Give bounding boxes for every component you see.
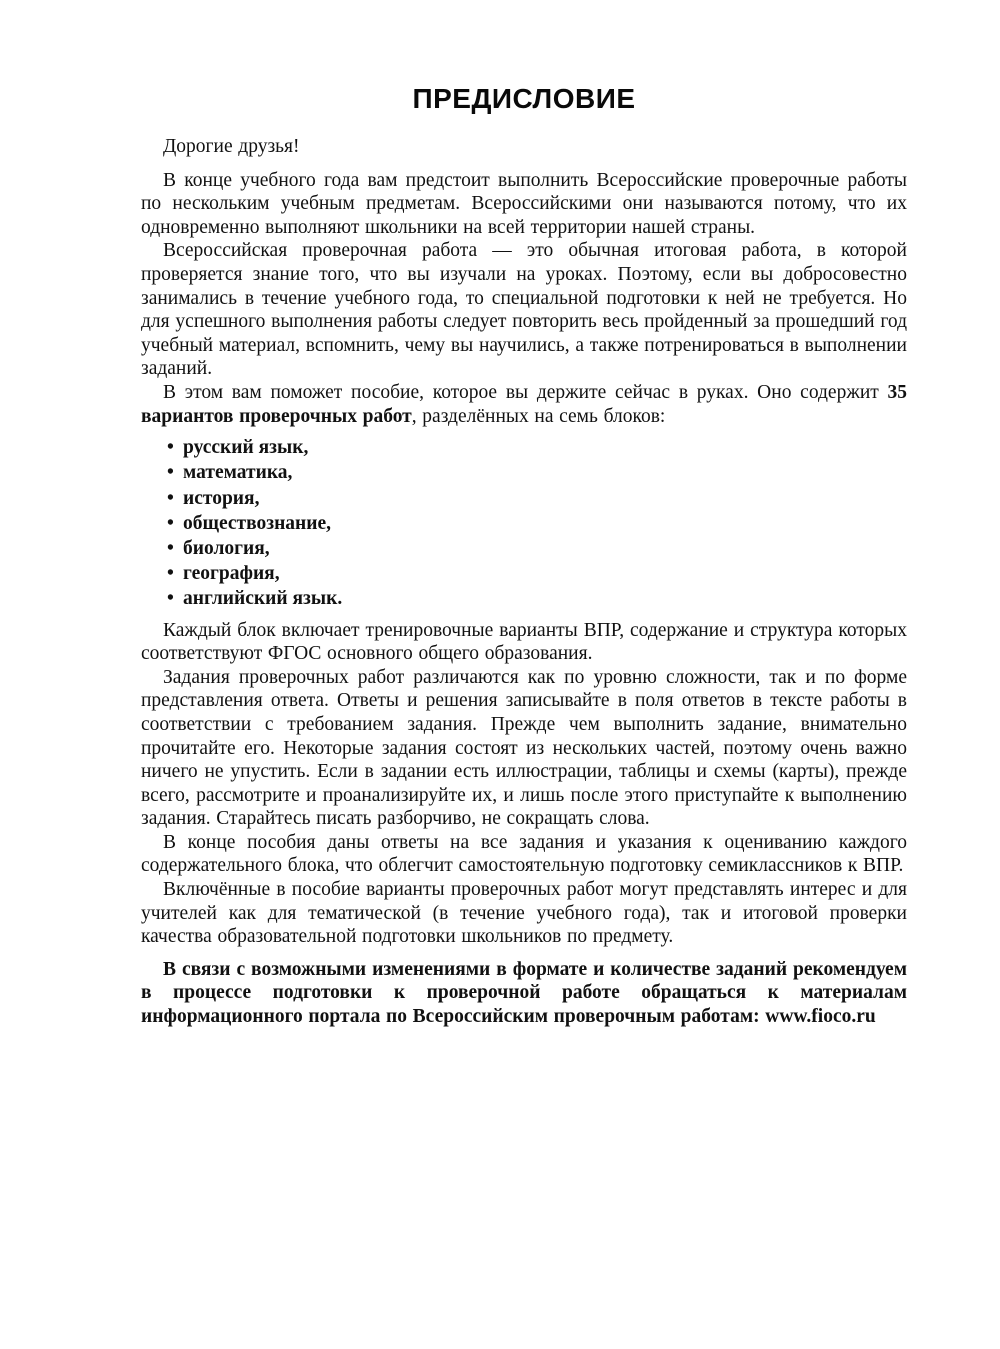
bullet-icon: • [167,563,174,585]
paragraph-segment: В этом вам поможет пособие, которое вы держите сейчас в руках. Оно содержит [163,381,888,403]
bullet-icon: • [167,487,174,509]
page-title: ПРЕДИСЛОВИЕ [412,83,636,114]
list-item-biology [167,536,907,561]
paragraph-for-teachers: Включённые в пособие варианты проверочных работ могут представлять интерес и для учителей как для тематической (в течение учебного года), так и итоговой проверки качества образовательной подготовки школьников по предмету. [141,879,907,948]
list-item-label: русский язык, [183,437,309,459]
portal-url: www.fioco.ru [765,1006,876,1028]
variants-count-highlight: 35 вариантов проверочных работ [141,381,907,427]
list-item-math [167,460,907,485]
paragraph-segment: , разделённых на семь блоков: [411,405,666,427]
greeting: Дорогие друзья! [163,136,300,157]
list-item-label: английский язык. [183,588,343,610]
bullet-icon: • [167,437,174,459]
bullet-icon: • [167,537,174,559]
paragraph-fgos: Каждый блок включает тренировочные варианты ВПР, содержание и структура которых соответствуют ФГОС основного общего образования. [141,619,907,665]
list-item-social-science [167,511,907,536]
list-item-label: математика, [183,462,293,484]
paragraph-answers-info: В конце пособия даны ответы на все задания и указания к оцениванию каждого содержательного блока, что облегчит самостоятельную подготовку семиклассников к ВПР. [141,831,907,877]
list-item-label: география, [183,563,280,585]
bullet-icon: • [167,588,174,610]
list-item-english [167,586,907,611]
bullet-icon: • [167,462,174,484]
paragraph-intro: В конце учебного года вам предстоит выполнить Всероссийские проверочные работы по нескольким учебным предметам. Всероссийскими они называются потому, что их одновременно выполняют школьники на всей территории нашей страны. [141,169,907,238]
list-item-label: история, [183,487,260,509]
list-item-label: биология, [183,537,270,559]
list-item-russian [167,435,907,460]
list-item-history [167,486,907,511]
list-item-label: обществознание, [183,512,332,534]
paragraph-task-instructions: Задания проверочных работ различаются как по уровню сложности, так и по форме представления ответа. Ответы и решения записывайте в поля ответов в тексте работы в соответствии с требованием задания. Прежде чем выполнить задание, внимательно прочитайте его. Некоторые задания состоят из нескольких частей, поэтому очень важно ничего не упустить. Если в задании есть иллюстрации, таблицы и схемы (карты), прежде всего, рассмотрите и проанализируйте их, и лишь после этого приступайте к выполнению задания. Старайтесь писать разборчиво, не сокращать слова. [141,666,907,830]
paragraph-portal-notice [141,958,907,1029]
page-content [141,84,907,1029]
subjects-list [141,435,907,611]
paragraph-book-contents [141,381,907,428]
paragraph-segment: В связи с возможными изменениями в формате и количестве заданий рекомендуем в процессе подготовки к проверочной работе обращаться к материалам информационного портала по Всероссийским проверочным работам: [141,958,907,1028]
paragraph-about-vpr: Всероссийская проверочная работа — это обычная итоговая работа, в которой проверяется знание того, что вы изучали на уроках. Поэтому, если вы добросовестно занимались в течение учебного года, то специальной подготовки к ней не требуется. Но для успешного выполнения работы следует повторить весь пройденный за прошедший год учебный материал, вспомнить, чему вы научились, а также потренироваться в выполнении заданий. [141,240,907,380]
list-item-geography [167,561,907,586]
bullet-icon: • [167,512,174,534]
